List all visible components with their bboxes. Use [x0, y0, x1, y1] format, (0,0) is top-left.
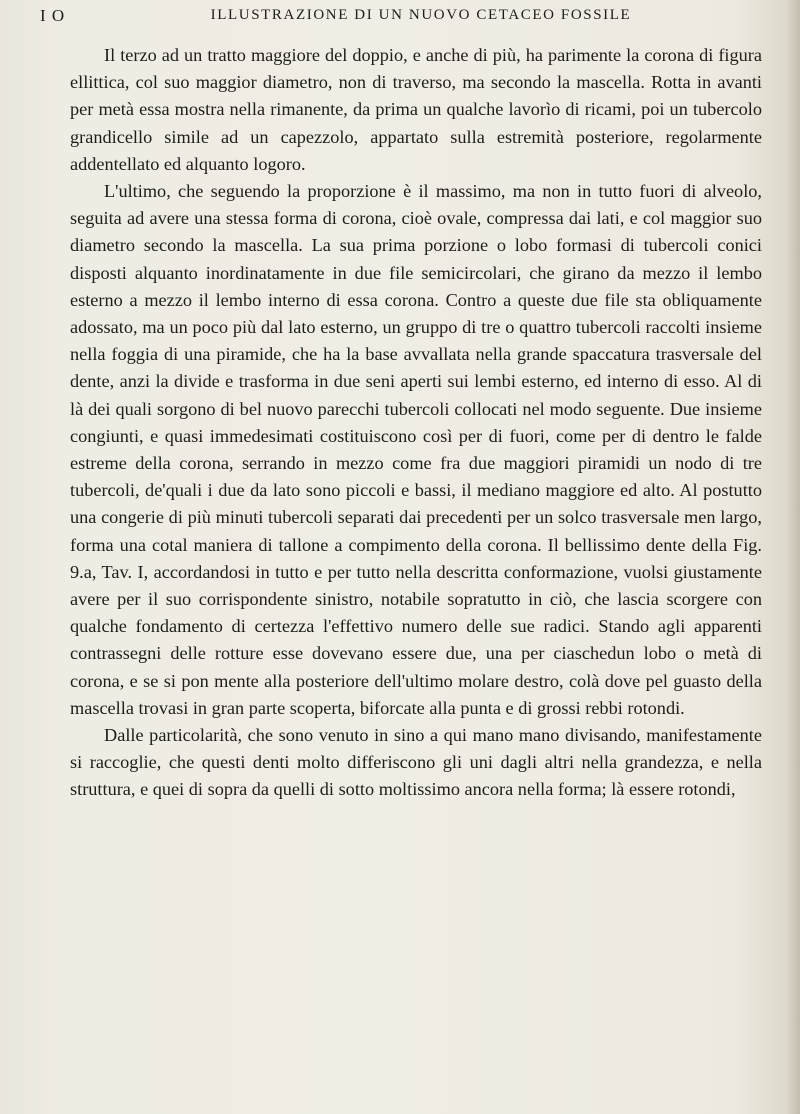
running-title: ILLUSTRAZIONE DI UN NUOVO CETACEO FOSSILE [210, 7, 632, 23]
paragraph-3: Dalle particolarità, che sono venuto in sino a qui mano mano divisando, manifestamente si raccoglie, che questi denti molto differiscono gli uni dagli altri nella grandezza, e nella struttura, e quei di sopra da quelli di sotto moltissimo ancora nella forma; là essere rotondi, [70, 725, 762, 800]
page-number: I O [40, 6, 66, 25]
paragraph-2: L'ultimo, che seguendo la proporzione è il massimo, ma non in tutto fuori di alveolo, seguita ad avere una stessa forma di corona, cioè ovale, compressa dai lati, e col maggior suo diametro secondo la mascella. La sua prima porzione o lobo formasi di tubercoli conici disposti alquanto inordinatamente in due file semicircolari, che girano da mezzo il lembo esterno a mezzo il lembo interno di essa corona. Contro a queste due file sta obliquamente adossato, ma un poco più dal lato esterno, un gruppo di tre o quattro tubercoli raccolti insieme nella foggia di una piramide, che ha la base avvallata nella grande spaccatura trasversale del dente, anzi la divide e trasforma in due seni aperti sui lembi esterno, ed interno di esso. Al di là dei quali sorgono di bel nuovo parecchi tubercoli collocati nel modo seguente. Due insieme congiunti, e quasi immedesimati costituiscono così per di fuori, come per di dentro le falde estreme della corona, serrando in mezzo come fra due maggiori piramidi un nodo di tre tubercoli, de'quali i due da lato sono piccoli e bassi, il mediano maggiore ed alto. Al postutto una congerie di più minuti tubercoli separati dai precedenti per un solco trasversale men largo, forma una cotal maniera di tallone a compimento della corona. Il bellissimo dente della Fig. 9.a, Tav. I, accordandosi in tutto e per tutto nella descritta conformazione, vuolsi giustamente avere per il suo corrispondente sinistro, notabile sopratutto in ciò, che lascia scorgere con qualche fondamento di certezza l'effettivo numero delle sue radici. Stando agli apparenti contrassegni delle rotture esse dovevano essere due, una per ciaschedun lobo o metà di corona, e se si pon mente alla posteriore dell'ultimo molare destro, colà dove pel guasto della mascella trovasi in gran parte scoperta, biforcate alla punta e di grossi rebbi rotondi. [70, 181, 762, 718]
page-edge-shadow [786, 0, 800, 1114]
paragraph-1: Il terzo ad un tratto maggiore del doppio, e anche di più, ha parimente la corona di figura ellittica, col suo maggior diametro, non di traverso, ma secondo la mascella. Rotta in avanti per metà essa mostra nella rimanente, da prima un qualche lavorìo di ricami, poi un tubercolo grandicello simile ad un capezzolo, appartato sulla estremità posteriore, regolarmente addentellato ed alquanto logoro. [70, 45, 762, 174]
page-header [40, 6, 762, 32]
body-text [70, 42, 762, 804]
